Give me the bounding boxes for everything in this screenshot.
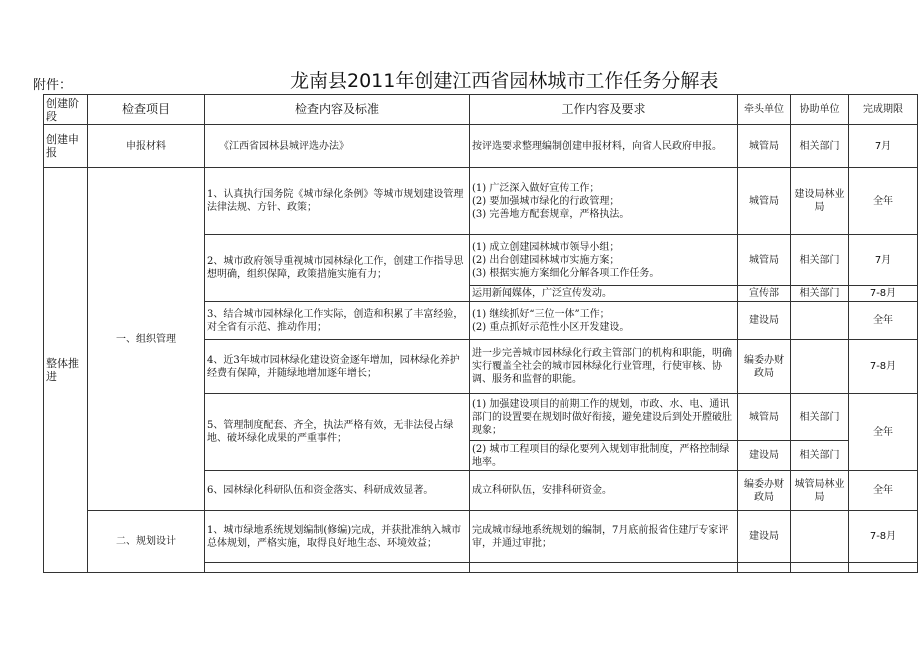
header-item: 检查项目 [88,95,205,125]
work-g: 成立科研队伍，安排科研资金。 [470,471,738,511]
work-f1: (1) 加强建设项目的前期工作的规划，市政、水、电、通讯部门的设置要在规划时做好衔接，避免建设后到处开膛破肚现象； [470,394,738,441]
lead-e: 编委办财政局 [738,340,791,394]
work-a-line: (3) 完善地方配套规章，严格执法。 [472,208,630,220]
header-assist: 协助单位 [791,95,849,125]
page-title: 龙南县2011年创建江西省园林城市工作任务分解表 [290,70,719,92]
assist-b: 相关部门 [791,235,849,286]
content-g: 6、园林绿化科研队伍和资金落实、科研成效显著。 [205,471,470,511]
content-d: 3、结合城市园林绿化工作实际，创造和积累了丰富经验，对全省有示范、推动作用； [205,302,470,340]
work-b [470,235,738,286]
work-a-line: (1) 广泛深入做好宣传工作； [472,182,600,194]
assist-c: 相关部门 [791,286,849,302]
work-h: 完成城市绿地系统规划的编制，7月底前报省住建厅专家评审，并通过审批； [470,511,738,563]
content-b: 2、城市政府领导重视城市园林绿化工作，创建工作指导思想明确，组织保障，政策措施实施有力； [205,235,470,302]
stage-overall: 整体推进 [44,168,88,573]
deadline-e: 7-8月 [849,340,918,394]
header-deadline: 完成期限 [849,95,918,125]
lead-f2: 建设局 [738,441,791,471]
work-c: 运用新闻媒体，广泛宣传发动。 [470,286,738,302]
work-b-line: (3) 根据实施方案细化分解各项工作任务。 [472,267,660,279]
lead-a: 城管局 [738,168,791,235]
header-content: 检查内容及标准 [205,95,470,125]
lead-b: 城管局 [738,235,791,286]
task-table [43,94,918,573]
assist-f2: 相关部门 [791,441,849,471]
work-f2: (2) 城市工程项目的绿化要列入规划审批制度，严格控制绿地率。 [470,441,738,471]
header-stage: 创建阶段 [44,95,88,125]
empty-cell [205,563,470,573]
work-e: 进一步完善城市园林绿化行政主管部门的机构和职能，明确实行覆盖全社会的城市园林绿化行业管理，行使审核、协调、服务和监督的职能。 [470,340,738,394]
work-b-line: (2) 出台创建园林城市实施方案； [472,254,620,266]
empty-cell [470,563,738,573]
header-row [44,95,918,125]
table-row [44,168,918,235]
work-d-line: (2) 重点抓好示范性小区开发建设。 [472,321,630,333]
stage-apply: 创建申报 [44,125,88,168]
empty-cell [849,563,918,573]
work-a-line: (2) 要加强城市绿化的行政管理； [472,195,620,207]
deadline-f: 全年 [849,394,918,471]
item-apply: 申报材料 [88,125,205,168]
content-e: 4、近3年城市园林绿化建设资金逐年增加，园林绿化养护经费有保障，并随绿地增加逐年增长； [205,340,470,394]
deadline-apply: 7月 [849,125,918,168]
assist-h [791,511,849,563]
lead-d: 建设局 [738,302,791,340]
table-row [44,511,918,563]
deadline-h: 7-8月 [849,511,918,563]
lead-f1: 城管局 [738,394,791,441]
lead-g: 编委办财政局 [738,471,791,511]
work-d-line: (1) 继续抓好“三位一体”工作； [472,308,610,320]
content-a: 1、认真执行国务院《城市绿化条例》等城市规划建设管理法律法规、方针、政策； [205,168,470,235]
assist-d [791,302,849,340]
assist-e [791,340,849,394]
lead-apply: 城管局 [738,125,791,168]
deadline-c: 7-8月 [849,286,918,302]
deadline-a: 全年 [849,168,918,235]
deadline-b: 7月 [849,235,918,286]
group-organization: 一、组织管理 [88,168,205,511]
table-row [44,125,918,168]
content-h: 1、城市绿地系统规划编制(修编)完成，并获批准纳入城市总体规划，严格实施，取得良好地生态、环境效益； [205,511,470,563]
empty-cell [738,563,791,573]
work-b-line: (1) 成立创建园林城市领导小组； [472,241,620,253]
lead-c: 宣传部 [738,286,791,302]
assist-f1: 相关部门 [791,394,849,441]
header-work: 工作内容及要求 [470,95,738,125]
group-planning: 二、规划设计 [88,511,205,573]
assist-g: 城管局林业局 [791,471,849,511]
work-a [470,168,738,235]
lead-h: 建设局 [738,511,791,563]
empty-cell [791,563,849,573]
content-apply: 《江西省园林县城评选办法》 [205,125,470,168]
deadline-g: 全年 [849,471,918,511]
assist-apply: 相关部门 [791,125,849,168]
deadline-d: 全年 [849,302,918,340]
content-f: 5、管理制度配套、齐全，执法严格有效，无非法侵占绿地、破坏绿化成果的严重事件； [205,394,470,471]
annex-label: 附件： [33,78,73,93]
assist-a: 建设局林业局 [791,168,849,235]
header-lead: 牵头单位 [738,95,791,125]
work-apply: 按评选要求整理编制创建申报材料，向省人民政府申报。 [470,125,738,168]
work-d [470,302,738,340]
